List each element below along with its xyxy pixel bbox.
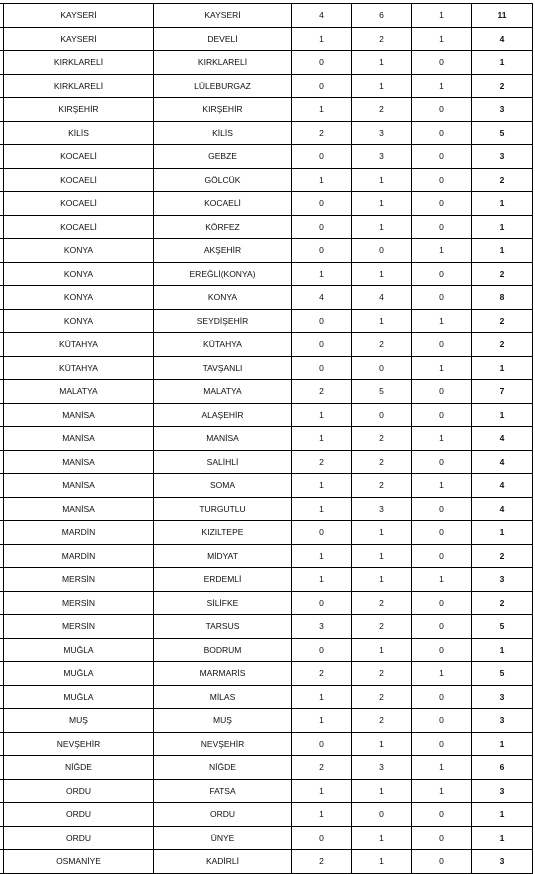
- district-cell: MİDYAT: [154, 544, 292, 568]
- total-cell: 1: [472, 638, 533, 662]
- total-cell: 2: [472, 309, 533, 333]
- total-cell: 3: [472, 779, 533, 803]
- total-cell: 5: [472, 662, 533, 686]
- count-b-cell: 1: [352, 732, 412, 756]
- count-b-cell: 1: [352, 192, 412, 216]
- count-b-cell: 1: [352, 309, 412, 333]
- table-row: [4, 51, 533, 75]
- row-edge-mark: [0, 168, 3, 169]
- district-cell: TAVŞANLI: [154, 356, 292, 380]
- district-cell: DEVELİ: [154, 27, 292, 51]
- table-row: [4, 826, 533, 850]
- count-a-cell: 1: [292, 779, 352, 803]
- count-c-cell: 0: [412, 497, 472, 521]
- count-b-cell: 0: [352, 803, 412, 827]
- row-edge-mark: [0, 356, 3, 357]
- count-a-cell: 2: [292, 380, 352, 404]
- total-cell: 2: [472, 168, 533, 192]
- count-b-cell: 2: [352, 98, 412, 122]
- district-cell: BODRUM: [154, 638, 292, 662]
- count-a-cell: 1: [292, 168, 352, 192]
- row-edge-mark: [0, 497, 3, 498]
- district-cell: KİLİS: [154, 121, 292, 145]
- count-a-cell: 1: [292, 709, 352, 733]
- total-cell: 1: [472, 826, 533, 850]
- table-row: [4, 685, 533, 709]
- row-edge-mark: [0, 426, 3, 427]
- count-a-cell: 2: [292, 662, 352, 686]
- district-table: [3, 3, 533, 874]
- row-edge-mark: [0, 215, 3, 216]
- table-row: [4, 591, 533, 615]
- row-edge-mark: [0, 262, 3, 263]
- district-cell: FATSA: [154, 779, 292, 803]
- count-a-cell: 0: [292, 145, 352, 169]
- province-cell: KÜTAHYA: [4, 333, 154, 357]
- count-c-cell: 0: [412, 850, 472, 874]
- count-a-cell: 0: [292, 309, 352, 333]
- province-cell: ORDU: [4, 803, 154, 827]
- district-cell: SEYDİŞEHİR: [154, 309, 292, 333]
- district-cell: SALİHLİ: [154, 450, 292, 474]
- count-c-cell: 1: [412, 74, 472, 98]
- table-row: [4, 662, 533, 686]
- province-cell: KAYSERİ: [4, 4, 154, 28]
- count-c-cell: 1: [412, 427, 472, 451]
- count-b-cell: 1: [352, 826, 412, 850]
- count-a-cell: 1: [292, 568, 352, 592]
- count-c-cell: 0: [412, 450, 472, 474]
- count-c-cell: 0: [412, 380, 472, 404]
- count-b-cell: 2: [352, 615, 412, 639]
- province-cell: KOCAELİ: [4, 145, 154, 169]
- count-a-cell: 0: [292, 732, 352, 756]
- province-cell: MERSİN: [4, 615, 154, 639]
- district-cell: NEVŞEHİR: [154, 732, 292, 756]
- count-c-cell: 0: [412, 333, 472, 357]
- district-cell: KAYSERİ: [154, 4, 292, 28]
- count-c-cell: 0: [412, 615, 472, 639]
- row-edge-mark: [0, 379, 3, 380]
- district-cell: NİĞDE: [154, 756, 292, 780]
- row-edge-mark: [0, 285, 3, 286]
- count-b-cell: 0: [352, 403, 412, 427]
- total-cell: 1: [472, 192, 533, 216]
- count-c-cell: 0: [412, 192, 472, 216]
- district-cell: AKŞEHİR: [154, 239, 292, 263]
- count-a-cell: 0: [292, 333, 352, 357]
- district-cell: ORDU: [154, 803, 292, 827]
- count-a-cell: 1: [292, 803, 352, 827]
- count-b-cell: 2: [352, 662, 412, 686]
- total-cell: 1: [472, 521, 533, 545]
- district-cell: EREĞLİ(KONYA): [154, 262, 292, 286]
- count-b-cell: 2: [352, 27, 412, 51]
- count-b-cell: 1: [352, 638, 412, 662]
- table-row: [4, 779, 533, 803]
- count-a-cell: 0: [292, 239, 352, 263]
- row-edge-mark: [0, 238, 3, 239]
- table-row: [4, 262, 533, 286]
- total-cell: 2: [472, 262, 533, 286]
- district-cell: KÖRFEZ: [154, 215, 292, 239]
- table-row: [4, 803, 533, 827]
- table-row: [4, 850, 533, 874]
- count-a-cell: 1: [292, 685, 352, 709]
- count-b-cell: 2: [352, 450, 412, 474]
- row-edge-mark: [0, 74, 3, 75]
- total-cell: 3: [472, 98, 533, 122]
- count-c-cell: 0: [412, 638, 472, 662]
- count-b-cell: 6: [352, 4, 412, 28]
- count-c-cell: 0: [412, 98, 472, 122]
- table-row: [4, 544, 533, 568]
- district-cell: KIRŞEHİR: [154, 98, 292, 122]
- count-b-cell: 2: [352, 685, 412, 709]
- province-cell: MERSİN: [4, 591, 154, 615]
- count-b-cell: 1: [352, 51, 412, 75]
- total-cell: 4: [472, 450, 533, 474]
- count-a-cell: 0: [292, 51, 352, 75]
- district-cell: ALAŞEHİR: [154, 403, 292, 427]
- count-c-cell: 1: [412, 779, 472, 803]
- province-cell: KONYA: [4, 286, 154, 310]
- count-b-cell: 1: [352, 215, 412, 239]
- table-row: [4, 568, 533, 592]
- row-edge-mark: [0, 779, 3, 780]
- count-a-cell: 0: [292, 356, 352, 380]
- province-cell: KİLİS: [4, 121, 154, 145]
- count-b-cell: 2: [352, 591, 412, 615]
- count-a-cell: 2: [292, 756, 352, 780]
- total-cell: 2: [472, 74, 533, 98]
- table-row: [4, 74, 533, 98]
- table-row: [4, 615, 533, 639]
- province-cell: KONYA: [4, 262, 154, 286]
- district-cell: SİLİFKE: [154, 591, 292, 615]
- row-edge-mark: [0, 473, 3, 474]
- total-cell: 1: [472, 356, 533, 380]
- count-a-cell: 1: [292, 427, 352, 451]
- table-row: [4, 521, 533, 545]
- province-cell: ORDU: [4, 779, 154, 803]
- table-row: [4, 356, 533, 380]
- district-cell: KIZILTEPE: [154, 521, 292, 545]
- province-cell: NİĞDE: [4, 756, 154, 780]
- province-cell: MANİSA: [4, 427, 154, 451]
- count-c-cell: 0: [412, 145, 472, 169]
- table-row: [4, 756, 533, 780]
- total-cell: 1: [472, 403, 533, 427]
- province-cell: KIRKLARELİ: [4, 74, 154, 98]
- count-b-cell: 1: [352, 544, 412, 568]
- district-cell: TURGUTLU: [154, 497, 292, 521]
- district-cell: SOMA: [154, 474, 292, 498]
- count-c-cell: 0: [412, 286, 472, 310]
- count-c-cell: 0: [412, 732, 472, 756]
- province-cell: MARDİN: [4, 544, 154, 568]
- total-cell: 2: [472, 333, 533, 357]
- count-a-cell: 4: [292, 286, 352, 310]
- count-c-cell: 1: [412, 4, 472, 28]
- count-b-cell: 1: [352, 262, 412, 286]
- count-c-cell: 1: [412, 239, 472, 263]
- count-c-cell: 0: [412, 121, 472, 145]
- count-b-cell: 2: [352, 709, 412, 733]
- table-row: [4, 145, 533, 169]
- province-cell: KONYA: [4, 309, 154, 333]
- table-row: [4, 638, 533, 662]
- count-a-cell: 0: [292, 74, 352, 98]
- total-cell: 3: [472, 685, 533, 709]
- count-b-cell: 3: [352, 756, 412, 780]
- count-c-cell: 0: [412, 544, 472, 568]
- row-edge-mark: [0, 591, 3, 592]
- total-cell: 1: [472, 803, 533, 827]
- province-cell: MUĞLA: [4, 662, 154, 686]
- count-b-cell: 3: [352, 145, 412, 169]
- province-cell: MANİSA: [4, 403, 154, 427]
- province-cell: KIRKLARELİ: [4, 51, 154, 75]
- row-edge-mark: [0, 309, 3, 310]
- count-c-cell: 1: [412, 568, 472, 592]
- count-c-cell: 0: [412, 403, 472, 427]
- table-row: [4, 450, 533, 474]
- count-c-cell: 0: [412, 826, 472, 850]
- table-row: [4, 709, 533, 733]
- row-edge-mark: [0, 849, 3, 850]
- province-cell: KONYA: [4, 239, 154, 263]
- count-a-cell: 1: [292, 98, 352, 122]
- district-cell: ERDEMLİ: [154, 568, 292, 592]
- count-c-cell: 0: [412, 262, 472, 286]
- district-cell: KIRKLARELİ: [154, 51, 292, 75]
- total-cell: 2: [472, 591, 533, 615]
- total-cell: 4: [472, 27, 533, 51]
- row-edge-mark: [0, 27, 3, 28]
- row-edge-mark: [0, 567, 3, 568]
- table-row: [4, 121, 533, 145]
- total-cell: 4: [472, 497, 533, 521]
- table-row: [4, 732, 533, 756]
- row-edge-mark: [0, 873, 3, 874]
- table-body: [4, 4, 533, 874]
- count-b-cell: 5: [352, 380, 412, 404]
- total-cell: 4: [472, 474, 533, 498]
- row-edge-mark: [0, 403, 3, 404]
- district-cell: ÜNYE: [154, 826, 292, 850]
- total-cell: 1: [472, 239, 533, 263]
- district-cell: KÜTAHYA: [154, 333, 292, 357]
- count-c-cell: 0: [412, 168, 472, 192]
- count-b-cell: 3: [352, 121, 412, 145]
- total-cell: 3: [472, 145, 533, 169]
- total-cell: 3: [472, 850, 533, 874]
- row-edge-mark: [0, 97, 3, 98]
- row-edge-mark: [0, 332, 3, 333]
- count-a-cell: 0: [292, 192, 352, 216]
- count-c-cell: 0: [412, 685, 472, 709]
- district-cell: GÖLCÜK: [154, 168, 292, 192]
- province-cell: KÜTAHYA: [4, 356, 154, 380]
- province-cell: MUĞLA: [4, 685, 154, 709]
- count-c-cell: 1: [412, 356, 472, 380]
- province-cell: KOCAELİ: [4, 215, 154, 239]
- count-b-cell: 2: [352, 333, 412, 357]
- total-cell: 2: [472, 544, 533, 568]
- count-a-cell: 3: [292, 615, 352, 639]
- count-b-cell: 1: [352, 850, 412, 874]
- row-edge-mark: [0, 732, 3, 733]
- count-a-cell: 0: [292, 215, 352, 239]
- row-edge-mark: [0, 802, 3, 803]
- row-edge-mark: [0, 826, 3, 827]
- province-cell: MUĞLA: [4, 638, 154, 662]
- count-c-cell: 0: [412, 709, 472, 733]
- total-cell: 1: [472, 51, 533, 75]
- total-cell: 5: [472, 615, 533, 639]
- row-edge-mark: [0, 520, 3, 521]
- row-edge-mark: [0, 450, 3, 451]
- table-row: [4, 380, 533, 404]
- province-cell: ORDU: [4, 826, 154, 850]
- row-edge-mark: [0, 191, 3, 192]
- row-edge-mark: [0, 708, 3, 709]
- count-c-cell: 0: [412, 591, 472, 615]
- table-row: [4, 427, 533, 451]
- province-cell: MALATYA: [4, 380, 154, 404]
- district-cell: LÜLEBURGAZ: [154, 74, 292, 98]
- count-b-cell: 4: [352, 286, 412, 310]
- count-c-cell: 1: [412, 474, 472, 498]
- province-cell: MANİSA: [4, 474, 154, 498]
- row-edge-mark: [0, 50, 3, 51]
- row-edge-mark: [0, 3, 3, 4]
- row-edge-mark: [0, 121, 3, 122]
- count-b-cell: 1: [352, 74, 412, 98]
- table-row: [4, 27, 533, 51]
- count-a-cell: 2: [292, 850, 352, 874]
- table-row: [4, 215, 533, 239]
- table-row: [4, 239, 533, 263]
- count-a-cell: 2: [292, 121, 352, 145]
- count-a-cell: 1: [292, 27, 352, 51]
- count-c-cell: 0: [412, 521, 472, 545]
- row-edge-mark: [0, 638, 3, 639]
- count-b-cell: 2: [352, 427, 412, 451]
- province-cell: MANİSA: [4, 497, 154, 521]
- count-b-cell: 0: [352, 356, 412, 380]
- count-a-cell: 1: [292, 544, 352, 568]
- row-edge-mark: [0, 755, 3, 756]
- district-cell: MİLAS: [154, 685, 292, 709]
- count-b-cell: 0: [352, 239, 412, 263]
- total-cell: 11: [472, 4, 533, 28]
- count-c-cell: 1: [412, 27, 472, 51]
- total-cell: 6: [472, 756, 533, 780]
- total-cell: 4: [472, 427, 533, 451]
- count-a-cell: 1: [292, 497, 352, 521]
- total-cell: 3: [472, 568, 533, 592]
- count-c-cell: 0: [412, 215, 472, 239]
- count-a-cell: 1: [292, 403, 352, 427]
- province-cell: KOCAELİ: [4, 168, 154, 192]
- province-cell: MANİSA: [4, 450, 154, 474]
- province-cell: MARDİN: [4, 521, 154, 545]
- count-c-cell: 1: [412, 662, 472, 686]
- district-cell: KOCAELİ: [154, 192, 292, 216]
- count-a-cell: 0: [292, 521, 352, 545]
- table-row: [4, 403, 533, 427]
- table-row: [4, 286, 533, 310]
- district-cell: KADİRLİ: [154, 850, 292, 874]
- count-b-cell: 1: [352, 568, 412, 592]
- count-c-cell: 0: [412, 51, 472, 75]
- count-a-cell: 1: [292, 262, 352, 286]
- count-a-cell: 4: [292, 4, 352, 28]
- count-a-cell: 0: [292, 591, 352, 615]
- district-cell: MALATYA: [154, 380, 292, 404]
- total-cell: 8: [472, 286, 533, 310]
- table-row: [4, 168, 533, 192]
- count-a-cell: 2: [292, 450, 352, 474]
- province-cell: KAYSERİ: [4, 27, 154, 51]
- table-row: [4, 4, 533, 28]
- row-edge-mark: [0, 685, 3, 686]
- province-cell: KIRŞEHİR: [4, 98, 154, 122]
- table-row: [4, 497, 533, 521]
- province-cell: OSMANİYE: [4, 850, 154, 874]
- row-edge-mark: [0, 544, 3, 545]
- district-cell: KONYA: [154, 286, 292, 310]
- table-row: [4, 333, 533, 357]
- row-edge-mark: [0, 614, 3, 615]
- count-c-cell: 0: [412, 803, 472, 827]
- total-cell: 1: [472, 215, 533, 239]
- count-a-cell: 0: [292, 826, 352, 850]
- total-cell: 7: [472, 380, 533, 404]
- count-c-cell: 1: [412, 309, 472, 333]
- total-cell: 3: [472, 709, 533, 733]
- count-b-cell: 1: [352, 521, 412, 545]
- district-cell: MARMARİS: [154, 662, 292, 686]
- table-row: [4, 98, 533, 122]
- province-cell: NEVŞEHİR: [4, 732, 154, 756]
- district-cell: MUŞ: [154, 709, 292, 733]
- district-cell: MANİSA: [154, 427, 292, 451]
- district-cell: GEBZE: [154, 145, 292, 169]
- table-row: [4, 192, 533, 216]
- count-b-cell: 2: [352, 474, 412, 498]
- count-b-cell: 1: [352, 779, 412, 803]
- table-row: [4, 309, 533, 333]
- table-row: [4, 474, 533, 498]
- count-b-cell: 3: [352, 497, 412, 521]
- row-edge-mark: [0, 144, 3, 145]
- row-edge-mark: [0, 661, 3, 662]
- count-b-cell: 1: [352, 168, 412, 192]
- province-cell: MUŞ: [4, 709, 154, 733]
- district-cell: TARSUS: [154, 615, 292, 639]
- count-a-cell: 1: [292, 474, 352, 498]
- total-cell: 5: [472, 121, 533, 145]
- count-a-cell: 0: [292, 638, 352, 662]
- province-cell: MERSİN: [4, 568, 154, 592]
- province-cell: KOCAELİ: [4, 192, 154, 216]
- count-c-cell: 1: [412, 756, 472, 780]
- total-cell: 1: [472, 732, 533, 756]
